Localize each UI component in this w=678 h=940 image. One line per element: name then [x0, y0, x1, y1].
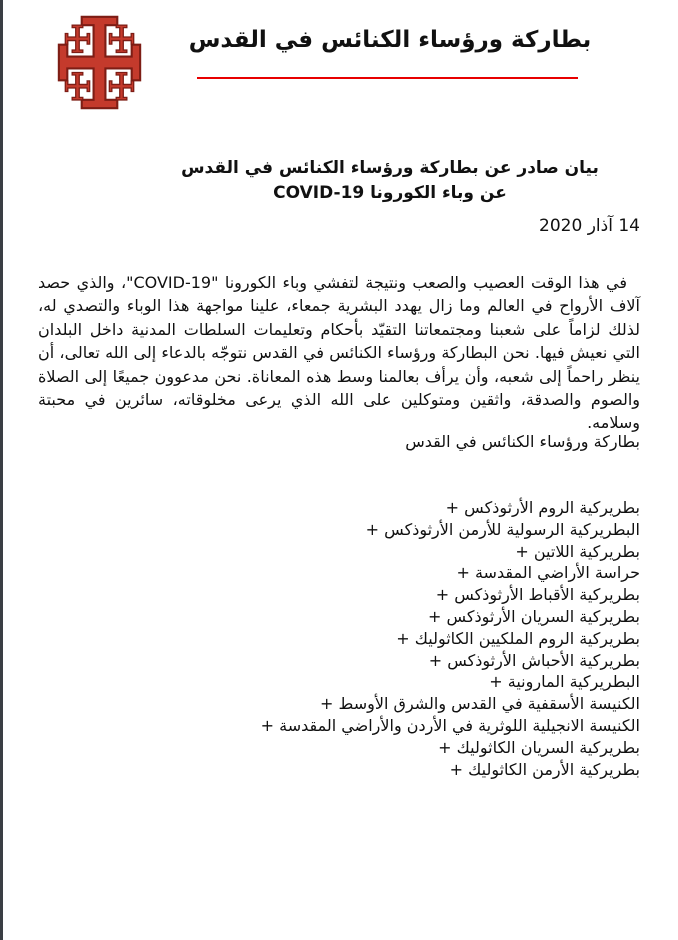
- org-title: بطاركة ورؤساء الكنائس في القدس: [188, 27, 592, 53]
- jerusalem-cross-icon: [57, 10, 142, 115]
- signatory-item: + بطريركية اللاتين: [515, 541, 640, 561]
- page-left-edge: [0, 0, 3, 940]
- statement-title-line2: عن وباء الكورونا COVID-19: [273, 183, 507, 203]
- statement-body: في هذا الوقت العصيب والصعب ونتيجة لتفشي وباء الكورونا "COVID-19"، والذي حصد آلاف الأرواح في العالم وما زال يهدد البشرية جمعاء، علينا مواجهة هذا الوباء والتصدي له، لذلك لزاماً على شعبنا ومجتمعاتنا التقيّد بأحكام وتعليمات السلطات المدنية داخل البلدان التي نعيش فيها. نحن البطاركة ورؤساء الكنائس في القدس نتوجّه بالدعاء إلى الله تعالى، أن ينظر راحماً إلى شعبه، وأن يرأف بعالمنا وسط هذه المعاناة. نحن مدعوون جميعًا إلى الصلاة والصوم والصدقة، واثقين ومتوكلين على الله الذي يرعى مخلوقاته، سائرين في محبتة وسلامه.: [38, 273, 640, 433]
- signatory-item: + بطريركية الروم الأرثوذكس: [445, 498, 640, 517]
- signatory-item: + الكنيسة الانجيلية اللوثرية في الأردن والأراضي المقدسة: [260, 715, 640, 735]
- signatory-item: + بطريركية الروم الملكيين الكاثوليك: [396, 628, 640, 648]
- signatory-item: + الكنيسة الأسقفية في القدس والشرق الأوسط: [320, 694, 640, 714]
- signatories-list: [261, 497, 640, 780]
- header-rule: [197, 77, 578, 79]
- statement-date: 14 آذار 2020: [539, 216, 640, 236]
- signatory-item: + بطريركية الأحباش الأرثوذكس: [428, 650, 640, 670]
- signatory-item: + حراسة الأراضي المقدسة: [456, 563, 640, 583]
- jerusalem-cross-logo: [57, 10, 142, 115]
- signatory-item: + البطريركية الرسولية للأرمن الأرثوذكس: [365, 519, 640, 539]
- statement-title: [88, 156, 678, 206]
- signatory-item: + بطريركية السريان الأرثوذكس: [427, 606, 640, 626]
- signatory-item: + بطريركية الأقباط الأرثوذكس: [435, 585, 640, 605]
- signatory-item: + البطريركية المارونية: [489, 672, 640, 692]
- signature-line: بطاركة ورؤساء الكنائس في القدس: [405, 432, 640, 451]
- signatory-item: + بطريركية الأرمن الكاثوليك: [449, 759, 640, 779]
- signatory-item: + بطريركية السريان الكاثوليك: [438, 737, 640, 757]
- statement-title-line1: بيان صادر عن بطاركة ورؤساء الكنائس في القدس: [181, 158, 599, 178]
